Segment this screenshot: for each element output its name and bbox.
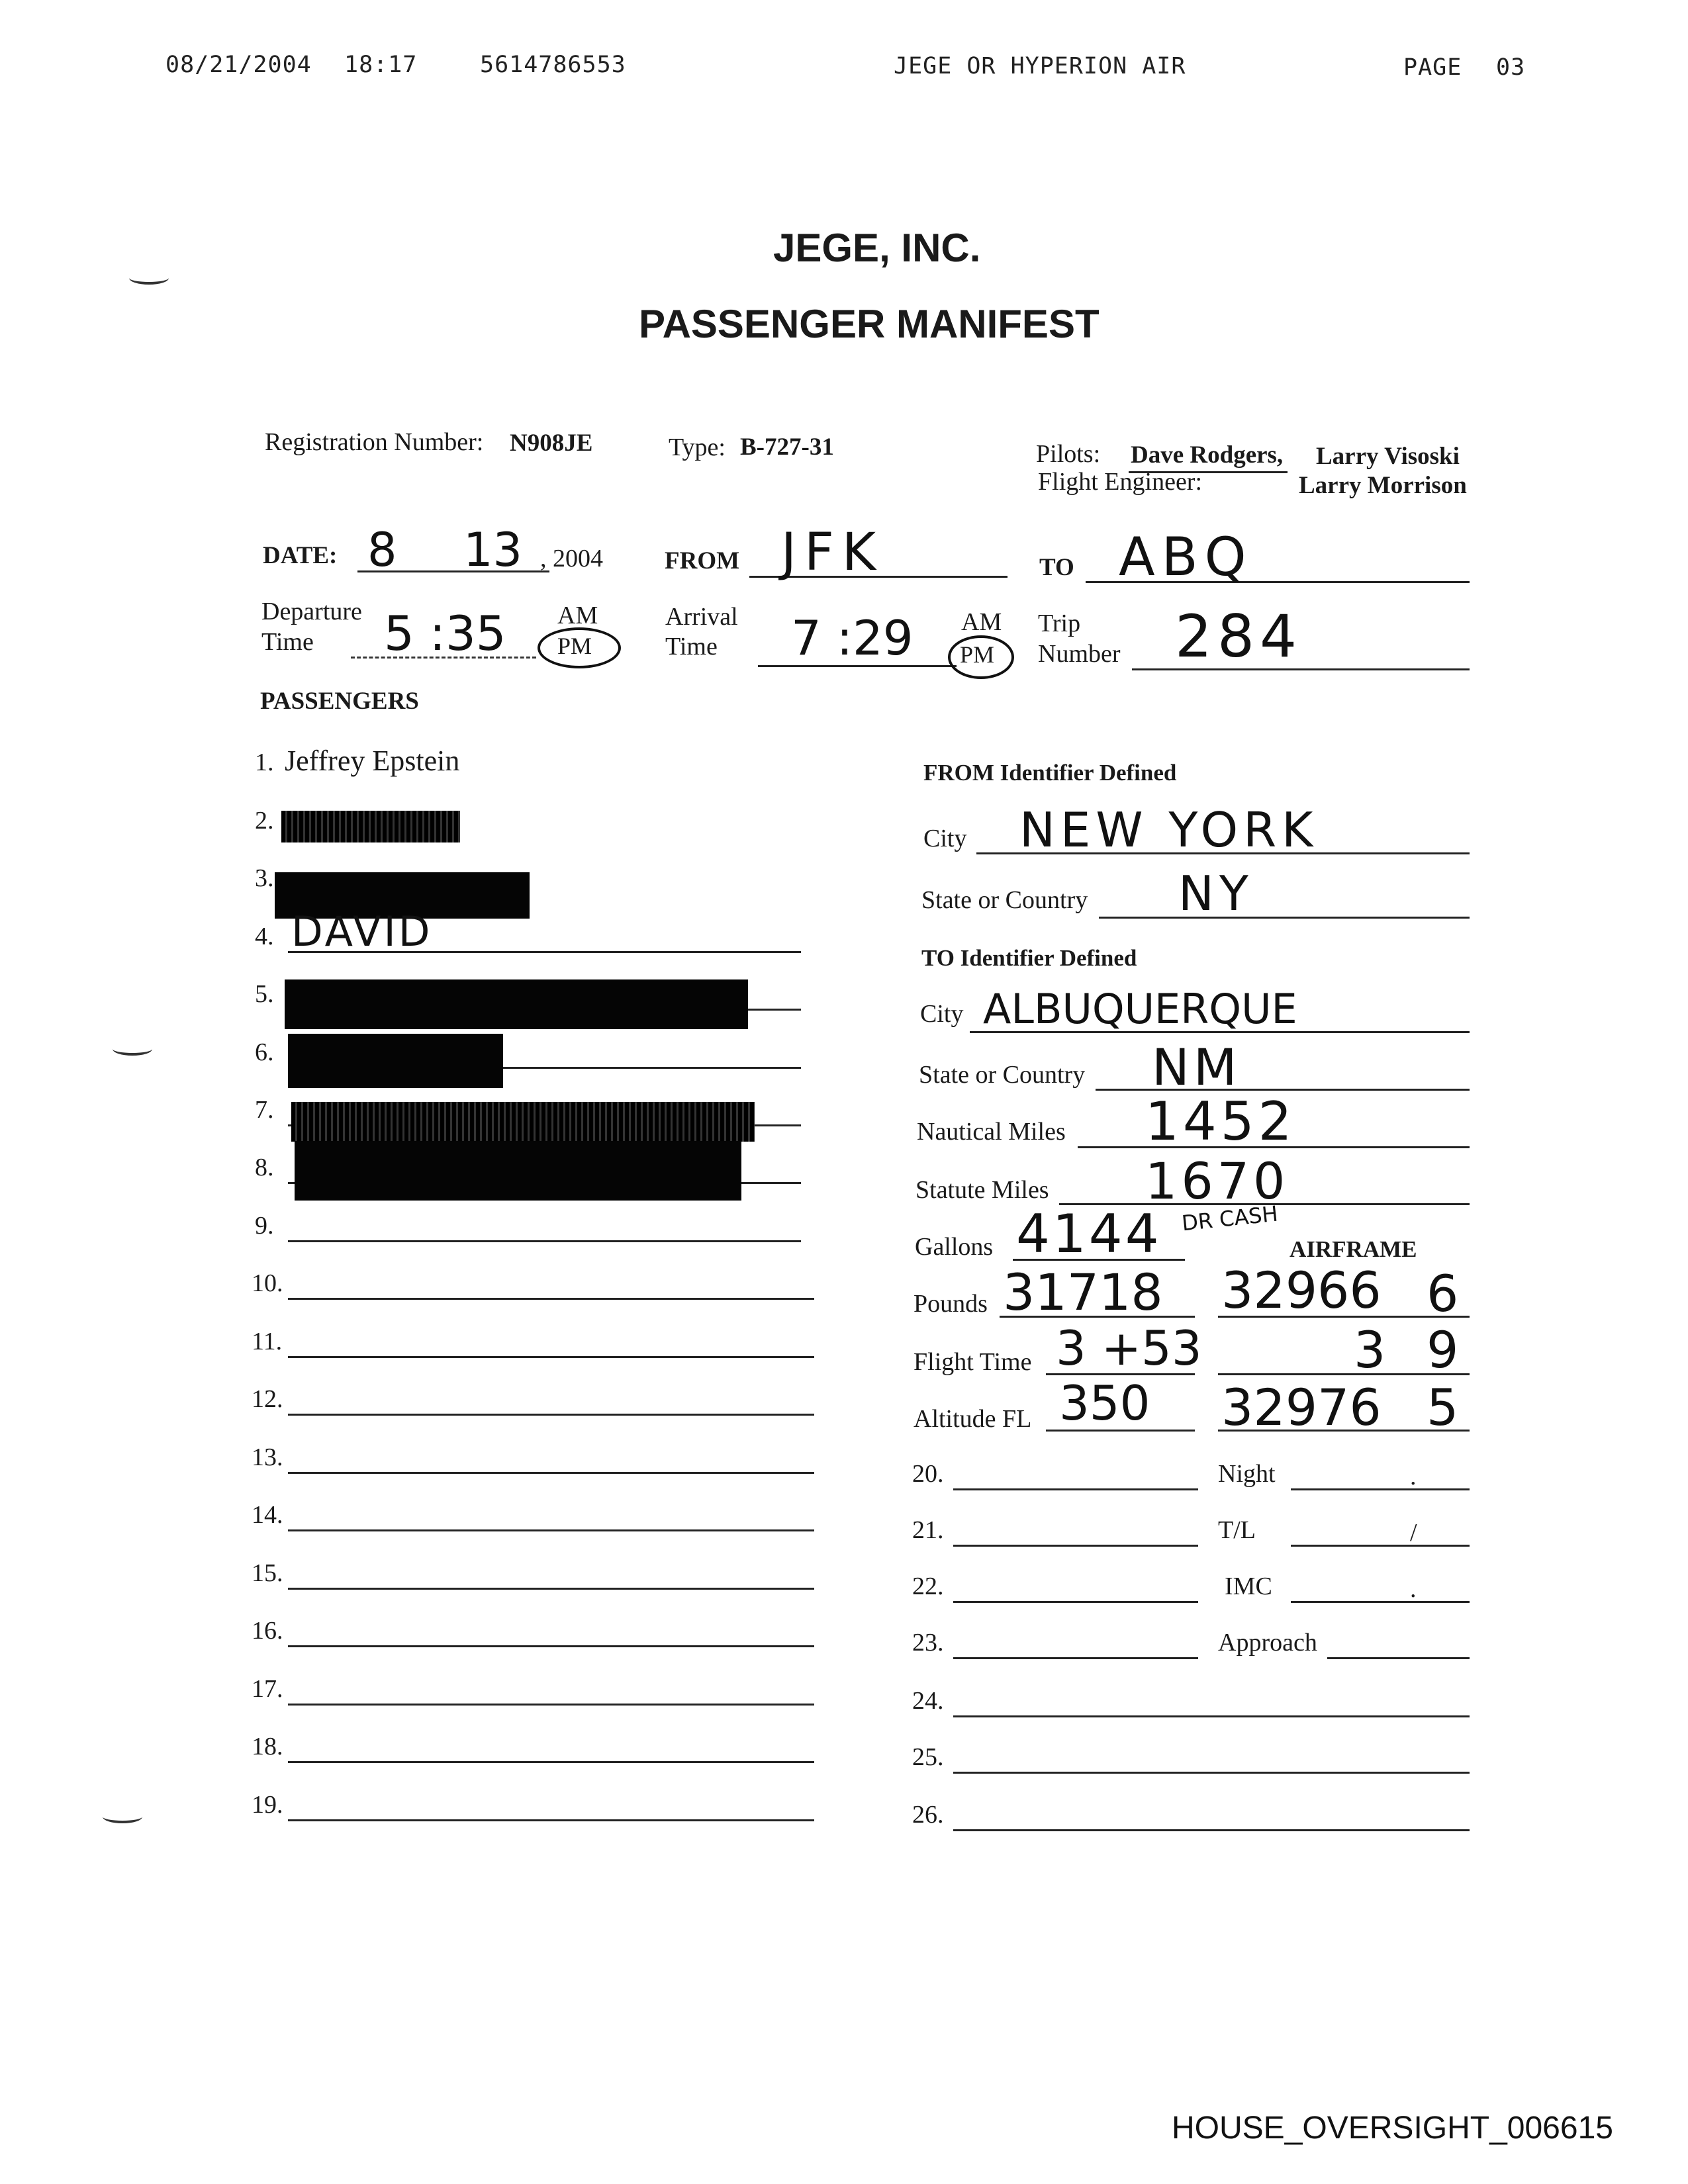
redaction-box: [295, 1141, 741, 1201]
airframe-1-value: 32966: [1221, 1261, 1382, 1320]
airframe-1-decimal: 6: [1427, 1264, 1459, 1323]
row-line: [953, 1601, 1198, 1603]
passenger-line: [288, 1529, 814, 1531]
arrival-label-1: Arrival: [665, 603, 738, 631]
from-value: JFK: [781, 523, 884, 582]
passenger-number: 4.: [255, 923, 274, 950]
arrival-label-2: Time: [665, 633, 718, 660]
statute-value: 1670: [1145, 1152, 1289, 1210]
type-label: Type:: [669, 433, 726, 461]
fax-number: 5614786553: [480, 52, 626, 78]
from-label: FROM: [665, 547, 740, 574]
row-line: [953, 1657, 1198, 1659]
trip-label-2: Number: [1038, 640, 1121, 668]
margin-mark: [113, 1042, 152, 1056]
engineer-value: Larry Morrison: [1299, 472, 1467, 499]
trip-label-1: Trip: [1038, 610, 1081, 637]
departure-pm: PM: [557, 633, 592, 659]
pilots-label: Pilots:: [1036, 440, 1101, 468]
departure-time: 5 :35: [384, 606, 506, 661]
airframe-2-decimal: 9: [1427, 1320, 1459, 1379]
nautical-label: Nautical Miles: [917, 1118, 1066, 1146]
margin-mark: [129, 271, 169, 285]
passenger-number: 15.: [252, 1559, 283, 1587]
row-number: 25.: [912, 1743, 944, 1771]
fax-time: 18:17: [344, 52, 418, 78]
altitude-value: 350: [1059, 1375, 1150, 1431]
fax-sender: JEGE OR HYPERION AIR: [894, 53, 1186, 79]
redaction-box: [288, 1034, 503, 1088]
airframe-2-value: 3: [1354, 1320, 1386, 1379]
to-identifier-heading: TO Identifier Defined: [921, 945, 1137, 971]
passenger-number: 8.: [255, 1154, 274, 1181]
row-number: 20.: [912, 1460, 944, 1488]
fax-date: 08/21/2004: [165, 52, 312, 78]
passenger-line: [288, 1761, 814, 1763]
passenger-line: [288, 1414, 814, 1416]
row-value-line: [1291, 1488, 1470, 1490]
passenger-line: [288, 1588, 814, 1590]
from-identifier-heading: FROM Identifier Defined: [923, 760, 1177, 786]
passenger-number: 1.: [255, 749, 274, 776]
row-number: 23.: [912, 1629, 944, 1657]
pounds-label: Pounds: [914, 1290, 988, 1318]
passenger-number: 6.: [255, 1038, 274, 1066]
margin-mark: [103, 1810, 142, 1823]
passengers-heading: PASSENGERS: [260, 688, 419, 715]
passenger-line: [288, 1645, 814, 1647]
from-city-label: City: [923, 825, 967, 852]
from-state-label: State or Country: [921, 886, 1088, 914]
passenger-line: [288, 1472, 814, 1474]
date-year: , 2004: [540, 545, 603, 572]
departure-label-2: Time: [261, 628, 314, 656]
from-city-value: NEW YORK: [1019, 802, 1319, 858]
to-city-value: ALBUQUERQUE: [983, 985, 1297, 1033]
row-line: [953, 1715, 1470, 1717]
row-line: [953, 1488, 1198, 1490]
passenger-number: 11.: [252, 1328, 283, 1355]
row-line: [953, 1545, 1198, 1547]
passenger-number: 19.: [252, 1791, 283, 1819]
flight-time-label: Flight Time: [914, 1348, 1032, 1376]
gallons-value: 4144: [1016, 1203, 1162, 1265]
departure-am: AM: [557, 602, 598, 629]
airframe-3-decimal: 5: [1427, 1378, 1459, 1437]
row-number: 22.: [912, 1572, 944, 1600]
row-label: T/L: [1218, 1516, 1256, 1544]
arrival-pm: PM: [960, 641, 995, 668]
row-value-line: [1291, 1545, 1470, 1547]
redaction-box: [291, 1102, 755, 1142]
row-value-line: [1291, 1601, 1470, 1603]
row-line: [953, 1772, 1470, 1774]
registration-label: Registration Number:: [265, 428, 484, 456]
row-number: 26.: [912, 1801, 944, 1829]
passenger-number: 5.: [255, 980, 274, 1008]
date-label: DATE:: [263, 542, 338, 569]
fax-page-label: PAGE: [1403, 54, 1462, 81]
statute-label: Statute Miles: [915, 1176, 1049, 1204]
pilot-2: Larry Visoski: [1316, 443, 1460, 470]
form-title: PASSENGER MANIFEST: [639, 302, 1100, 346]
airframe-3-value: 32976: [1221, 1378, 1382, 1437]
to-value: ABQ: [1119, 526, 1253, 588]
departure-label-1: Departure: [261, 598, 362, 625]
gallons-label: Gallons: [915, 1233, 994, 1261]
passenger-name: Jeffrey Epstein: [285, 745, 460, 777]
from-state-value: NY: [1178, 866, 1254, 921]
trip-number: 284: [1175, 602, 1302, 670]
row-value-line: [1327, 1657, 1470, 1659]
date-day: 13: [463, 523, 523, 577]
to-state-label: State or Country: [919, 1061, 1086, 1089]
passenger-number: 16.: [252, 1617, 283, 1645]
passenger-number: 14.: [252, 1501, 283, 1529]
flight-time-value: 3 +53: [1056, 1320, 1202, 1376]
to-state-value: NM: [1152, 1038, 1241, 1097]
passenger-number: 18.: [252, 1733, 283, 1760]
passenger-number: 12.: [252, 1385, 283, 1413]
passenger-number: 7.: [255, 1096, 274, 1124]
row-line: [953, 1829, 1470, 1831]
passenger-number: 2.: [255, 807, 274, 835]
passenger-number: 3.: [255, 864, 274, 892]
passenger-line: [288, 1240, 801, 1242]
altitude-label: Altitude FL: [914, 1405, 1032, 1433]
passenger-number: 10.: [252, 1269, 283, 1297]
row-label: Approach: [1218, 1629, 1317, 1657]
passenger-number: 17.: [252, 1675, 283, 1703]
nautical-value: 1452: [1145, 1091, 1296, 1152]
arrival-am: AM: [961, 608, 1002, 636]
gallons-note: DR CASH: [1180, 1201, 1280, 1236]
passenger-name: DAVID: [291, 907, 433, 956]
row-number: 24.: [912, 1687, 944, 1715]
passenger-line: [288, 1704, 814, 1706]
to-label: TO: [1039, 554, 1074, 581]
airframe-label: AIRFRAME: [1289, 1236, 1417, 1262]
passenger-number: 13.: [252, 1443, 283, 1471]
engineer-label: Flight Engineer:: [1038, 468, 1203, 496]
passenger-line: [288, 1298, 814, 1300]
row-label: Night: [1218, 1460, 1276, 1488]
type-value: B-727-31: [740, 433, 834, 461]
pilot-1: Dave Rodgers,: [1131, 441, 1284, 469]
row-separator: .: [1410, 1575, 1417, 1603]
bates-number: HOUSE_OVERSIGHT_006615: [1172, 2111, 1613, 2146]
company-name: JEGE, INC.: [773, 226, 981, 270]
redaction-box: [285, 979, 748, 1029]
row-separator: /: [1410, 1519, 1417, 1547]
pounds-value: 31718: [1003, 1263, 1163, 1322]
fax-page-number: 03: [1496, 54, 1526, 81]
row-separator: .: [1410, 1463, 1417, 1490]
registration-value: N908JE: [510, 430, 593, 457]
from-state-line: [1099, 917, 1470, 919]
date-month: 8: [367, 523, 397, 577]
arrival-time: 7 :29: [791, 610, 914, 666]
passenger-line: [288, 1819, 814, 1821]
row-number: 21.: [912, 1516, 944, 1544]
redaction-box: [281, 811, 460, 842]
to-city-label: City: [920, 1000, 964, 1028]
row-label: IMC: [1225, 1572, 1272, 1600]
passenger-line: [288, 1356, 814, 1358]
passenger-number: 9.: [255, 1212, 274, 1240]
